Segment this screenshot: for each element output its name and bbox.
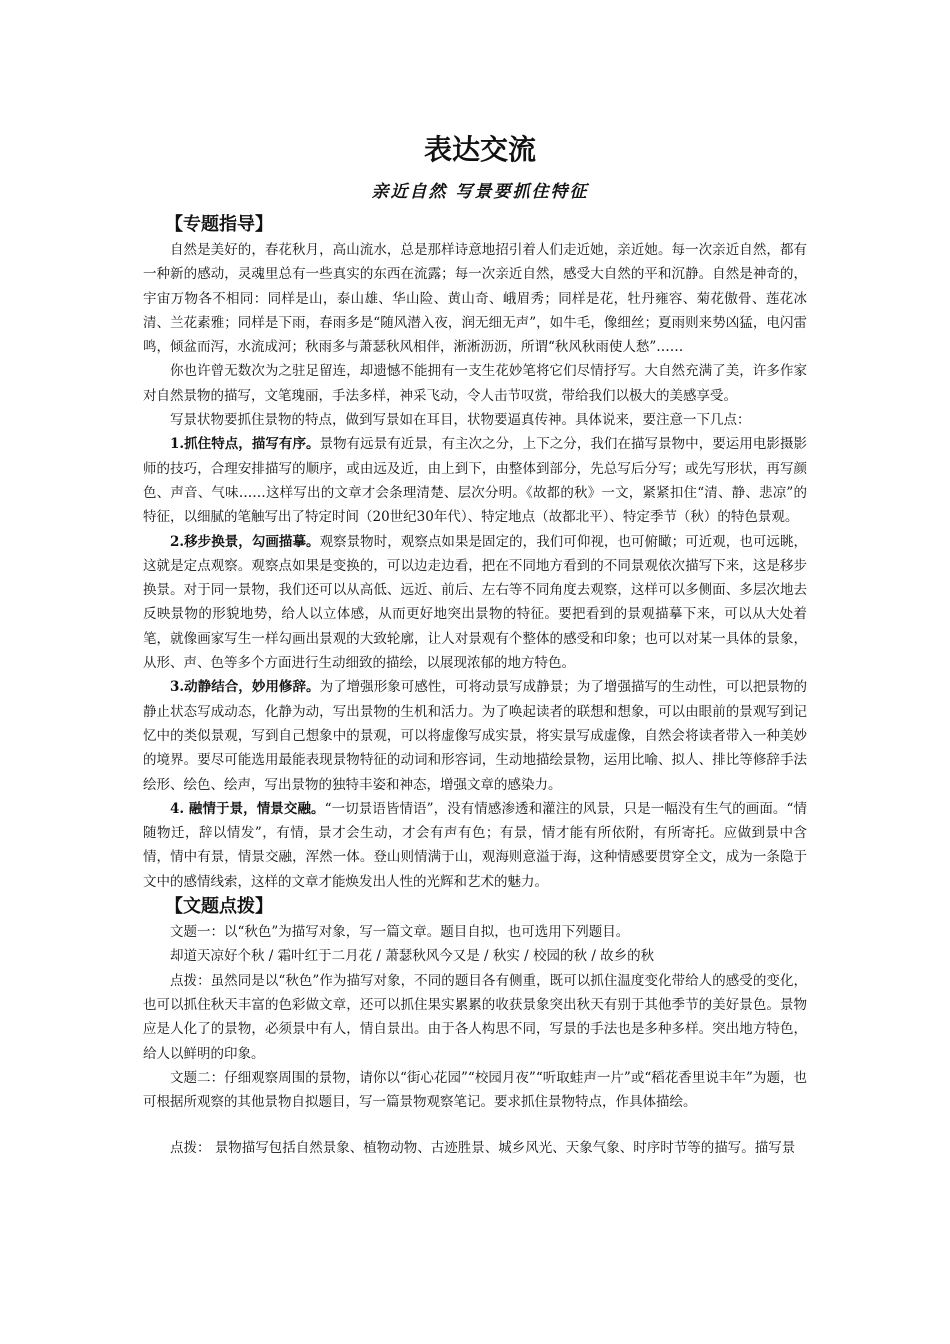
point-3-lead: 3.动静结合，妙用修辞。 xyxy=(170,679,320,696)
page-subtitle: 亲近自然 写景要抓住特征 xyxy=(371,182,589,202)
paragraph-topic-1-hint: 点拨：虽然同是以“秋色”作为描写对象，不同的题目各有侧重，既可以抓住温度变化带给人的感受的变化，也可以抓住秋天丰富的色彩做文章，还可以抓住果实累累的收获景象突出秋天有别于其他季节的美好景色。景物应是人化了的景物，必须景中有人，情自景出。由于各人构思不同，写景的手法也是多种多样。突出地方特色，给人以鲜明的印象。 xyxy=(143,972,807,1062)
paragraph-topic-2: 文题二：仔细观察周围的景物，请你以“街心花园”“校园月夜”“听取蛙声一片”或“稻花香里说丰年”为题，也可根据所观察的其他景物自拟题目，写一篇景物观察笔记。要求抓住景物特点，作具体描绘。 xyxy=(143,1069,807,1111)
paragraph-topic-1-options: 却道天凉好个秋 / 霜叶红于二月花 / 萧瑟秋风今又是 / 秋实 / 校园的秋 / 故乡的秋 xyxy=(170,948,655,965)
section-heading-topics: 【文题点拨】 xyxy=(165,896,273,918)
page-title: 表达交流 xyxy=(423,133,536,166)
paragraph-writers: 你也许曾无数次为之驻足留连，却遗憾不能拥有一支生花妙笔将它们尽情抒写。大自然充满了美，许多作家对自然景物的描写，文笔瑰丽，手法多样，神采飞动，令人击节叹赏，带给我们以极大的美感享受。 xyxy=(143,363,807,404)
paragraph-point-4 xyxy=(143,797,807,894)
point-4-text: “一切景语皆情语”，没有情感渗透和灌注的风景，只是一幅没有生气的画面。“情随物迁，辞以情发”，有情，景才会生动，才会有声有色；有景，情才能有所依附，有所寄托。应做到景中含情，情中有景，情景交融，浑然一体。登山则情满于山，观海则意溢于海，这种情感要贯穿全文，成为一条隐于文中的感情线索，这样的文章才能焕发出人性的光辉和艺术的魅力。 xyxy=(143,800,807,890)
point-2-lead: 2.移步换景，勾画描摹。 xyxy=(170,533,320,550)
point-1-text: 景物有远景有近景，有主次之分，上下之分，我们在描写景物中，要运用电影摄影师的技巧，合理安排描写的顺序，或由远及近，由上到下，由整体到部分，先总写后分写；或先写形状，再写颜色、声音、气味……这样写出的文章才会条理清楚、层次分明。《故都的秋》一文，紧紧扣住“清、静、悲凉”的特征，以细腻的笔触写出了特定时间（20世纪30年代）、特定地点（故都北平）、特定季节（秋）的特色景观。 xyxy=(143,436,808,526)
paragraph-topic-2-hint: 点拨： 景物描写包括自然景象、植物动物、古迹胜景、城乡风光、天象气象、时序时节等的描写。描写景 xyxy=(170,1140,796,1157)
point-2-text: 观察景物时，观察点如果是固定的，我们可仰视，也可俯瞰；可近观，也可远眺，这就是定点观察。观察点如果是变换的，可以边走边看，把在不同地方看到的不同景观依次描写下来，这是移步换景。对于同一景物，我们还可以从高低、远近、前后、左右等不同角度去观察，这样可以多侧面、多层次地去反映景物的形貌地势，给人以立体感，从而更好地突出景物的特征。要把看到的景观描摹下来，可以从大处着笔，就像画家写生一样勾画出景观的大致轮廓，让人对景观有个整体的感受和印象；也可以对某一具体的景象，从形、声、色等多个方面进行生动细致的描绘，以展现浓郁的地方特色。 xyxy=(143,533,808,672)
paragraph-topic-1: 文题一：以“秋色”为描写对象，写一篇文章。题目自拟，也可选用下列题目。 xyxy=(170,924,630,941)
paragraph-point-3 xyxy=(143,675,807,796)
paragraph-point-1 xyxy=(143,432,807,529)
paragraph-point-2 xyxy=(143,530,807,676)
point-4-lead: 4. 融情于景，情景交融。 xyxy=(170,800,325,817)
point-3-text: 为了增强形象可感性，可将动景写成静景；为了增强描写的生动性，可以把景物的静止状态写成动态，化静为动，写出景物的生机和活力。为了唤起读者的联想和想象，可以由眼前的景观写到记忆中的类似景观，写到自己想象中的景观，可以将虚像写成实景，将实景写成虚像，自然会将读者带入一种美妙的境界。要尽可能选用最能表现景物特征的动词和形容词，生动地描绘景物，运用比喻、拟人、排比等修辞手法绘形、绘色、绘声，写出景物的独特丰姿和神态，增强文章的感染力。 xyxy=(143,679,808,793)
paragraph-intro: 自然是美好的，春花秋月，高山流水，总是那样诗意地招引着人们走近她，亲近她。每一次亲近自然，都有一种新的感动，灵魂里总有一些真实的东西在流露；每一次亲近自然，感受大自然的平和沉静。自然是神奇的，宇宙万物各不相同：同样是山，泰山雄、华山险、黄山奇、峨眉秀；同样是花，牡丹雍容、菊花傲骨、莲花冰清、兰花素雅；同样是下雨，春雨多是“随风潜入夜，润无细无声”，如牛毛，像细丝；夏雨则来势凶猛，电闪雷鸣，倾盆而泻，水流成河；秋雨多与萧瑟秋风相伴，淅淅沥沥，所谓“秋风秋雨使人愁”…… xyxy=(143,242,807,356)
paragraph-key-points: 写景状物要抓住景物的特点，做到写景如在耳目，状物要逼真传神。具体说来，要注意一下几点： xyxy=(170,412,751,429)
section-heading-guidance: 【专题指导】 xyxy=(165,214,273,235)
point-1-lead: 1.抓住特点，描写有序。 xyxy=(170,436,320,453)
